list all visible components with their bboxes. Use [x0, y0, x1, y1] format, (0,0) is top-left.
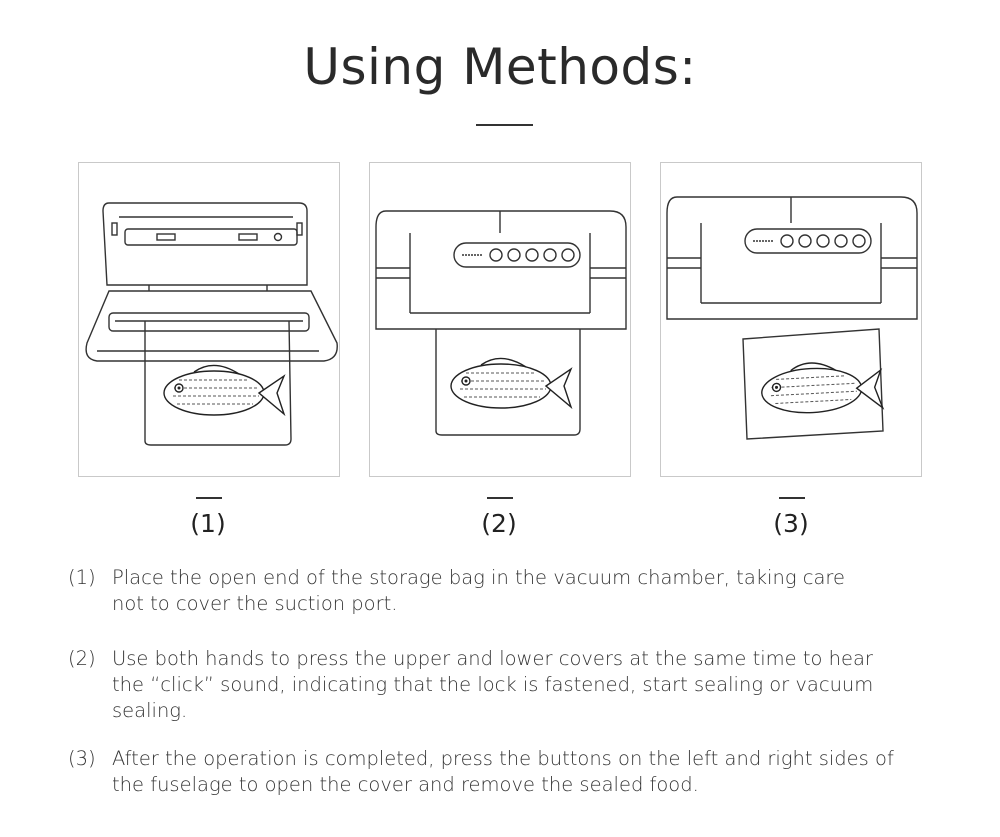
vacuum-sealer-closed-illustration [370, 163, 630, 476]
step-1-illustration-panel [78, 162, 340, 477]
instruction-1 [68, 565, 878, 617]
instruction-3-text: After the operation is completed, press the buttons on the left and right sides of the fuselage to open the cover and remove the sealed food. [112, 747, 894, 796]
instruction-1-number: (1) [68, 566, 96, 589]
fish-icon [760, 359, 882, 415]
title-divider [476, 124, 533, 126]
step-2-label: (2) [481, 509, 517, 538]
step-3-label: (3) [773, 509, 809, 538]
instruction-2-text: Use both hands to press the upper and lower covers at the same time to hear the “click” sound, indicating that the lock is fastened, start sealing or vacuum sealing. [112, 647, 874, 722]
instruction-2 [68, 646, 888, 724]
step-3-rule [779, 497, 805, 499]
instruction-1-text: Place the open end of the storage bag in the vacuum chamber, taking care not to cover the suction port. [112, 566, 845, 615]
step-2-illustration-panel [369, 162, 631, 477]
instruction-3 [68, 746, 898, 798]
step-2-rule [487, 497, 513, 499]
step-1-label: (1) [190, 509, 226, 538]
page-title: Using Methods: [303, 38, 697, 96]
vacuum-sealer-remove-illustration [661, 163, 921, 476]
fish-icon [164, 365, 284, 415]
instruction-2-number: (2) [68, 647, 96, 670]
vacuum-sealer-open-illustration [79, 163, 339, 476]
fish-icon [451, 358, 571, 408]
instruction-3-number: (3) [68, 747, 96, 770]
step-3-illustration-panel [660, 162, 922, 477]
step-1-rule [196, 497, 222, 499]
